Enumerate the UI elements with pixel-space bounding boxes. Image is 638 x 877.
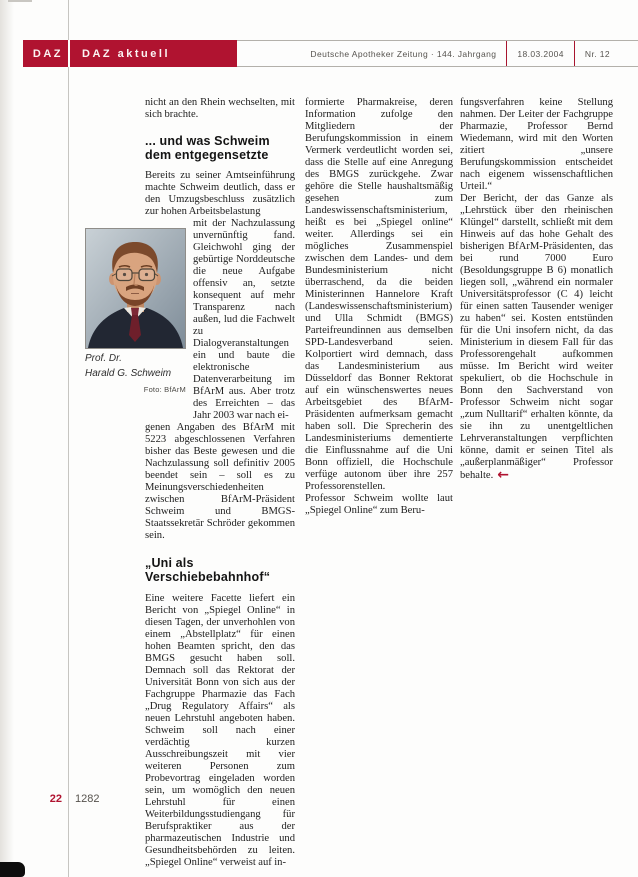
page-number: 22 (49, 793, 62, 805)
paragraph: genen Angaben des BfArM mit 5223 abgeschlossenen Verfahren bisher das Beste gewesen und die Nachzulassung soll definitiv 2005 beendet sein – soll es zu Meinungsverschiedenheiten zwischen BfArM-Präsident Schweim und BMGS-Staatssekretär Schröder gekommen sein. (145, 422, 295, 541)
scan-mark-artifact (8, 0, 32, 2)
scan-edge-artifact (0, 0, 14, 877)
margin-rule (68, 0, 69, 877)
journal-info-bar (237, 40, 638, 67)
article-column-2 (305, 97, 453, 517)
section-label: DAZ aktuell (82, 47, 171, 60)
caption-title: Prof. Dr. (85, 353, 122, 364)
issue-date: 18.03.2004 (517, 48, 564, 59)
end-of-article-arrow-icon: ← (497, 467, 509, 483)
paragraph-lead-end: nicht an den Rhein wechselten, mit sich brachte. (145, 97, 295, 120)
paragraph: Eine weitere Facette liefert ein Bericht von „Spiegel Online“ in diesen Tagen, der unverhohlen von einem „Abstellplatz“ für einen hohen Beamten spricht, den das BMGS gesucht haben soll. Demnach soll das Rektorat der Universität Bonn von sich aus der Fachgruppe Pharmazie das Fach „Drug Regulatory Affairs“ als neuen Lehrstuhl angeboten haben. Schweim soll nach einer verdächtig kurzen Ausschreibungszeit mit vier weiteren Personen zum Probevortrag eingeladen worden sein, um womöglich den neuen Lehrstuhl für einen Weiterbildungsstudiengang für Berufspraktiker aus der pharmazeutischen Industrie und Gesundheitsbehörden zu leiten. „Spiegel Online“ verweist auf in- (145, 593, 295, 868)
caption-name: Harald G. Schweim (85, 367, 172, 379)
closing-text: Der Bericht, der das Ganze als „Lehrstück über den rheinischen Klüngel“ darstellt, schließt mit dem Hinweis auf das hohe Gehalt des bisherigen BfArM-Präsidenten, das bei rund 7000 Euro (Besoldungsgruppe B 6) monatlich liegen soll, „während ein normaler Universitätsprofessor (C 4) leicht für einen satten Tausender weniger zu haben“ sei. Kosten entstünden für die Uni insofern nicht, da das Ministerium in diesem Fall für das Professorengehalt aufkommen müsse. Im Bericht wird weiter spekuliert, ob die Hochschule in Bonn den Sachverstand von Professor Schweim nicht sogar „zum Nulltarif“ erhalten könnte, da sie ihn zu unentgeltlichen Lehrveranstaltungen verpflichten könne, damit er seinen Titel als „außerplanmäßiger“ Professor behalte. (460, 193, 613, 481)
paragraph: Professor Schweim wollte laut „Spiegel Online“ zum Beru- (305, 493, 453, 516)
paragraph: formierte Pharmakreise, deren Information zufolge den Mitgliedern der Berufungskommission in einem Vermerk verdeutlicht worden sei, dass die Stelle auf eine Anregung des BMGS zurückgehe. Zwar gehöre die Stelle haushaltsmäßig gesehen zum Landeswissenschaftsministerium, heißt es bei „Spiegel online“ weiter. Allerdings sei ein mögliches Zusammenspiel zwischen dem Landes- und dem Bundesministerium nicht überraschend, da die beiden Ministerinnen Hannelore Kraft (Landeswissenschaftsministerium) und Ulla Schmidt (BMGS) Parteifreundinnen aus demselben SPD-Landesverband seien. Kolportiert wird demnach, dass das Landesministerium aus Düsseldorf das Bonner Rektorat auf ein wünschenswertes neues Arbeitsgebiet des BfArM-Präsidenten aufmerksam gemacht haben soll. Die Sprecherin des Landesministeriums dementierte die Einflussnahme auf die Uni Bonn offiziell, die Hochschule verfüge autonom über ihre 257 Professorenstellen. (305, 97, 453, 492)
paragraph: fungsverfahren keine Stellung nahmen. Der Leiter der Fachgruppe Pharmazie, Professor Bernd Wiedemann, wird mit den Worten zitiert „unsere Berufungskommission entscheidet nach eigenem wissenschaftlichen Urteil.“ (460, 97, 613, 192)
photo-credit: Foto: BfArM (143, 385, 186, 394)
article-column-1 (145, 97, 295, 869)
paragraph: Bereits zu seiner Amtseinführung machte Schweim deutlich, dass er den Umzugsbeschluss zusätzlich zur hohen Arbeitsbelastung (145, 170, 295, 217)
issue-number: Nr. 12 (584, 48, 610, 59)
brand-label: DAZ (32, 47, 63, 60)
scan-blob-artifact (0, 862, 25, 877)
journal-title: Deutsche Apotheker Zeitung · 144. Jahrgang (310, 48, 497, 59)
paragraph-closing (460, 193, 613, 482)
subheading-verschiebebahnhof: „Uni als Verschiebebahnhof“ (145, 556, 271, 584)
section-banner (23, 40, 237, 67)
folio-number: 1282 (75, 793, 100, 805)
paragraph-beside-photo: mit der Nachzulassung unvernünftig fand. Gleichwohl ging der gebürtige Norddeutsche die neue Aufgabe offensiv an, setzte konsequent auf mehr Transparenz nach außen, lud die Fachwelt zu Dialogveranstaltungen ein und baute die elektronische Datenverarbeitung im BfArM aus. Aber trotz des Erreichten – das Jahr 2003 war nach ei- (193, 218, 295, 421)
subheading-entgegensetzte: ... und was Schweim dem entgegensetzte (145, 134, 270, 162)
article-column-3 (460, 97, 613, 482)
